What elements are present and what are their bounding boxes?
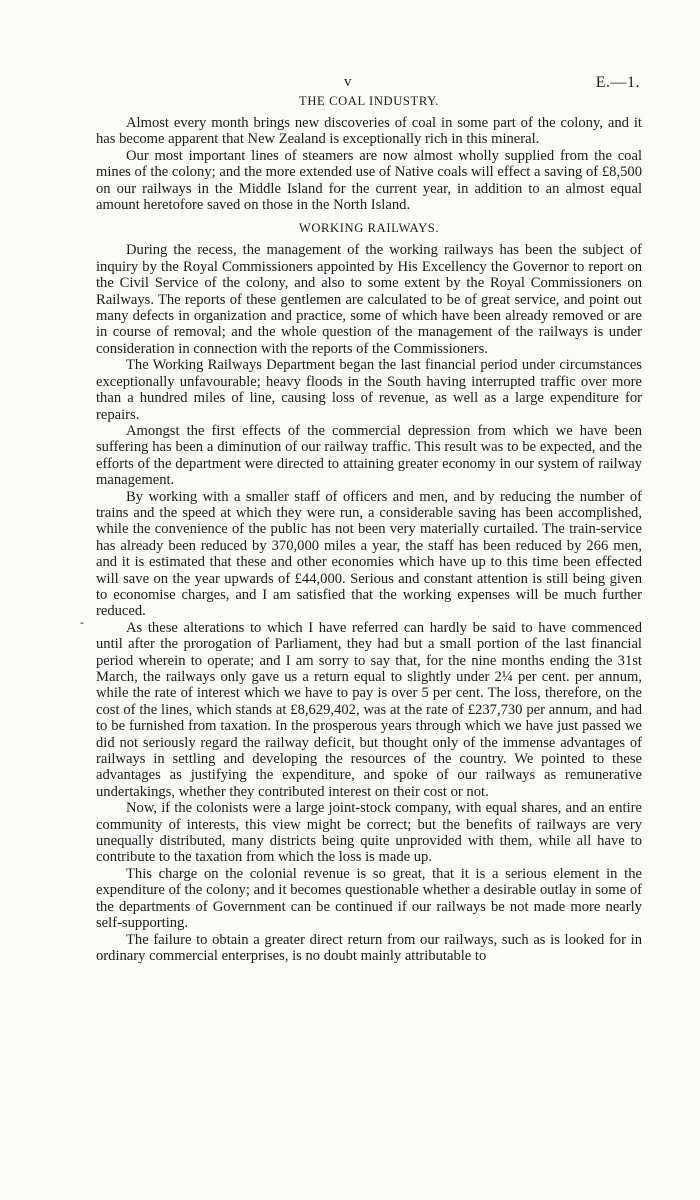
paragraph: During the recess, the management of the working railways has been the subject of inquiry by the Royal Commissioners appointed by His Excellency the Governor to report on the Civil Service of the colony, and also to some extent by the Royal Commissioners on Railways. The reports of these gentlemen are calculated to be of great service, and point out many defects in organization and practice, some of which have been already removed or are in course of removal; and the whole question of the management of the railways is under consideration in connection with the reports of the Commissioners. [96,242,642,357]
paragraph: Now, if the colonists were a large joint-stock company, with equal shares, and an entire community of interests, this view might be correct; but the benefits of railways are very unequally distributed, many districts being quite unprovided with them, while all have to contribute to the taxation from which the loss is made up. [96,800,642,866]
paragraph: The failure to obtain a greater direct return from our railways, such as is looked for in ordinary commercial enterprises, is no doubt mainly attributable to [96,931,642,964]
paragraph: By working with a smaller staff of officers and men, and by reducing the number of trains and the speed at which they were run, a considerable saving has been accomplished, while the convenience of the public has not been very materially curtailed. The train-service has already been reduced by 370,000 miles a year, the staff has been reduced by 266 men, and it is estimated that these and other economies which have up to this time been effected will save on the year upwards of £44,000. Serious and constant attention is still being given to economise charges, and I am satisfied that the working expenses will be much further reduced. [96,488,642,620]
paragraph: The Working Railways Department began the last financial period under circumstances exceptionally unfavourable; heavy floods in the South having interrupted traffic over more than a hundred miles of line, causing loss of revenue, as well as a large expenditure for repairs. [96,357,642,423]
section-heading-working-railways: WORKING RAILWAYS. [298,221,440,236]
running-head [96,58,642,91]
paragraph: Our most important lines of steamers are now almost wholly supplied from the coal mines of the colony; and the more extended use of Native coals will effect a saving of £8,500 on our railways in the Middle Island for the current year, in addition to an almost equal amount heretofore saved on those in the North Island. [96,147,642,214]
section-heading-coal-industry: THE COAL INDUSTRY. [299,94,439,108]
paragraph: Almost every month brings new discoveries of coal in some part of the colony, and it has become apparent that New Zealand is exceptionally rich in this mineral. [96,115,642,148]
document-reference: E.—1. [595,74,640,91]
paragraph: This charge on the colonial revenue is so great, that it is a serious element in the expenditure of the colony; and it becomes questionable whether a desirable outlay in some of the departments of Government can be continued if our railways be not made more nearly self-supporting. [96,865,642,932]
paragraph: As these alterations to which I have referred can hardly be said to have commenced until after the prorogation of Parliament, they had but a small portion of the last financial period wherein to operate; and I am sorry to say that, for the nine months ending the 31st March, the railways only gave us a return equal to slightly under 2¼ per cent. per annum, while the rate of interest which we have to pay is over 5 per cent. The loss, therefore, on the cost of the lines, which stands at £8,629,402, was at the rate of £237,730 per annum, and had to be furnished from taxation. In the prosperous years through which we have just passed we did not seriously regard the railway deficit, but thought only of the immense advantages of railways in settling and developing the resources of the country. We pointed to these advantages as justifying the expenditure, and spoke of our railways as remunerative undertakings, whether they contributed interest on their cost or not. [96,619,642,800]
margin-mark: - [80,615,84,629]
paragraph: Amongst the first effects of the commercial depression from which we have been suffering has been a diminution of our railway traffic. This result was to be expected, and the efforts of the department were directed to attaining greater economy in our system of railway management. [96,422,642,489]
page-numeral: v [344,74,352,90]
